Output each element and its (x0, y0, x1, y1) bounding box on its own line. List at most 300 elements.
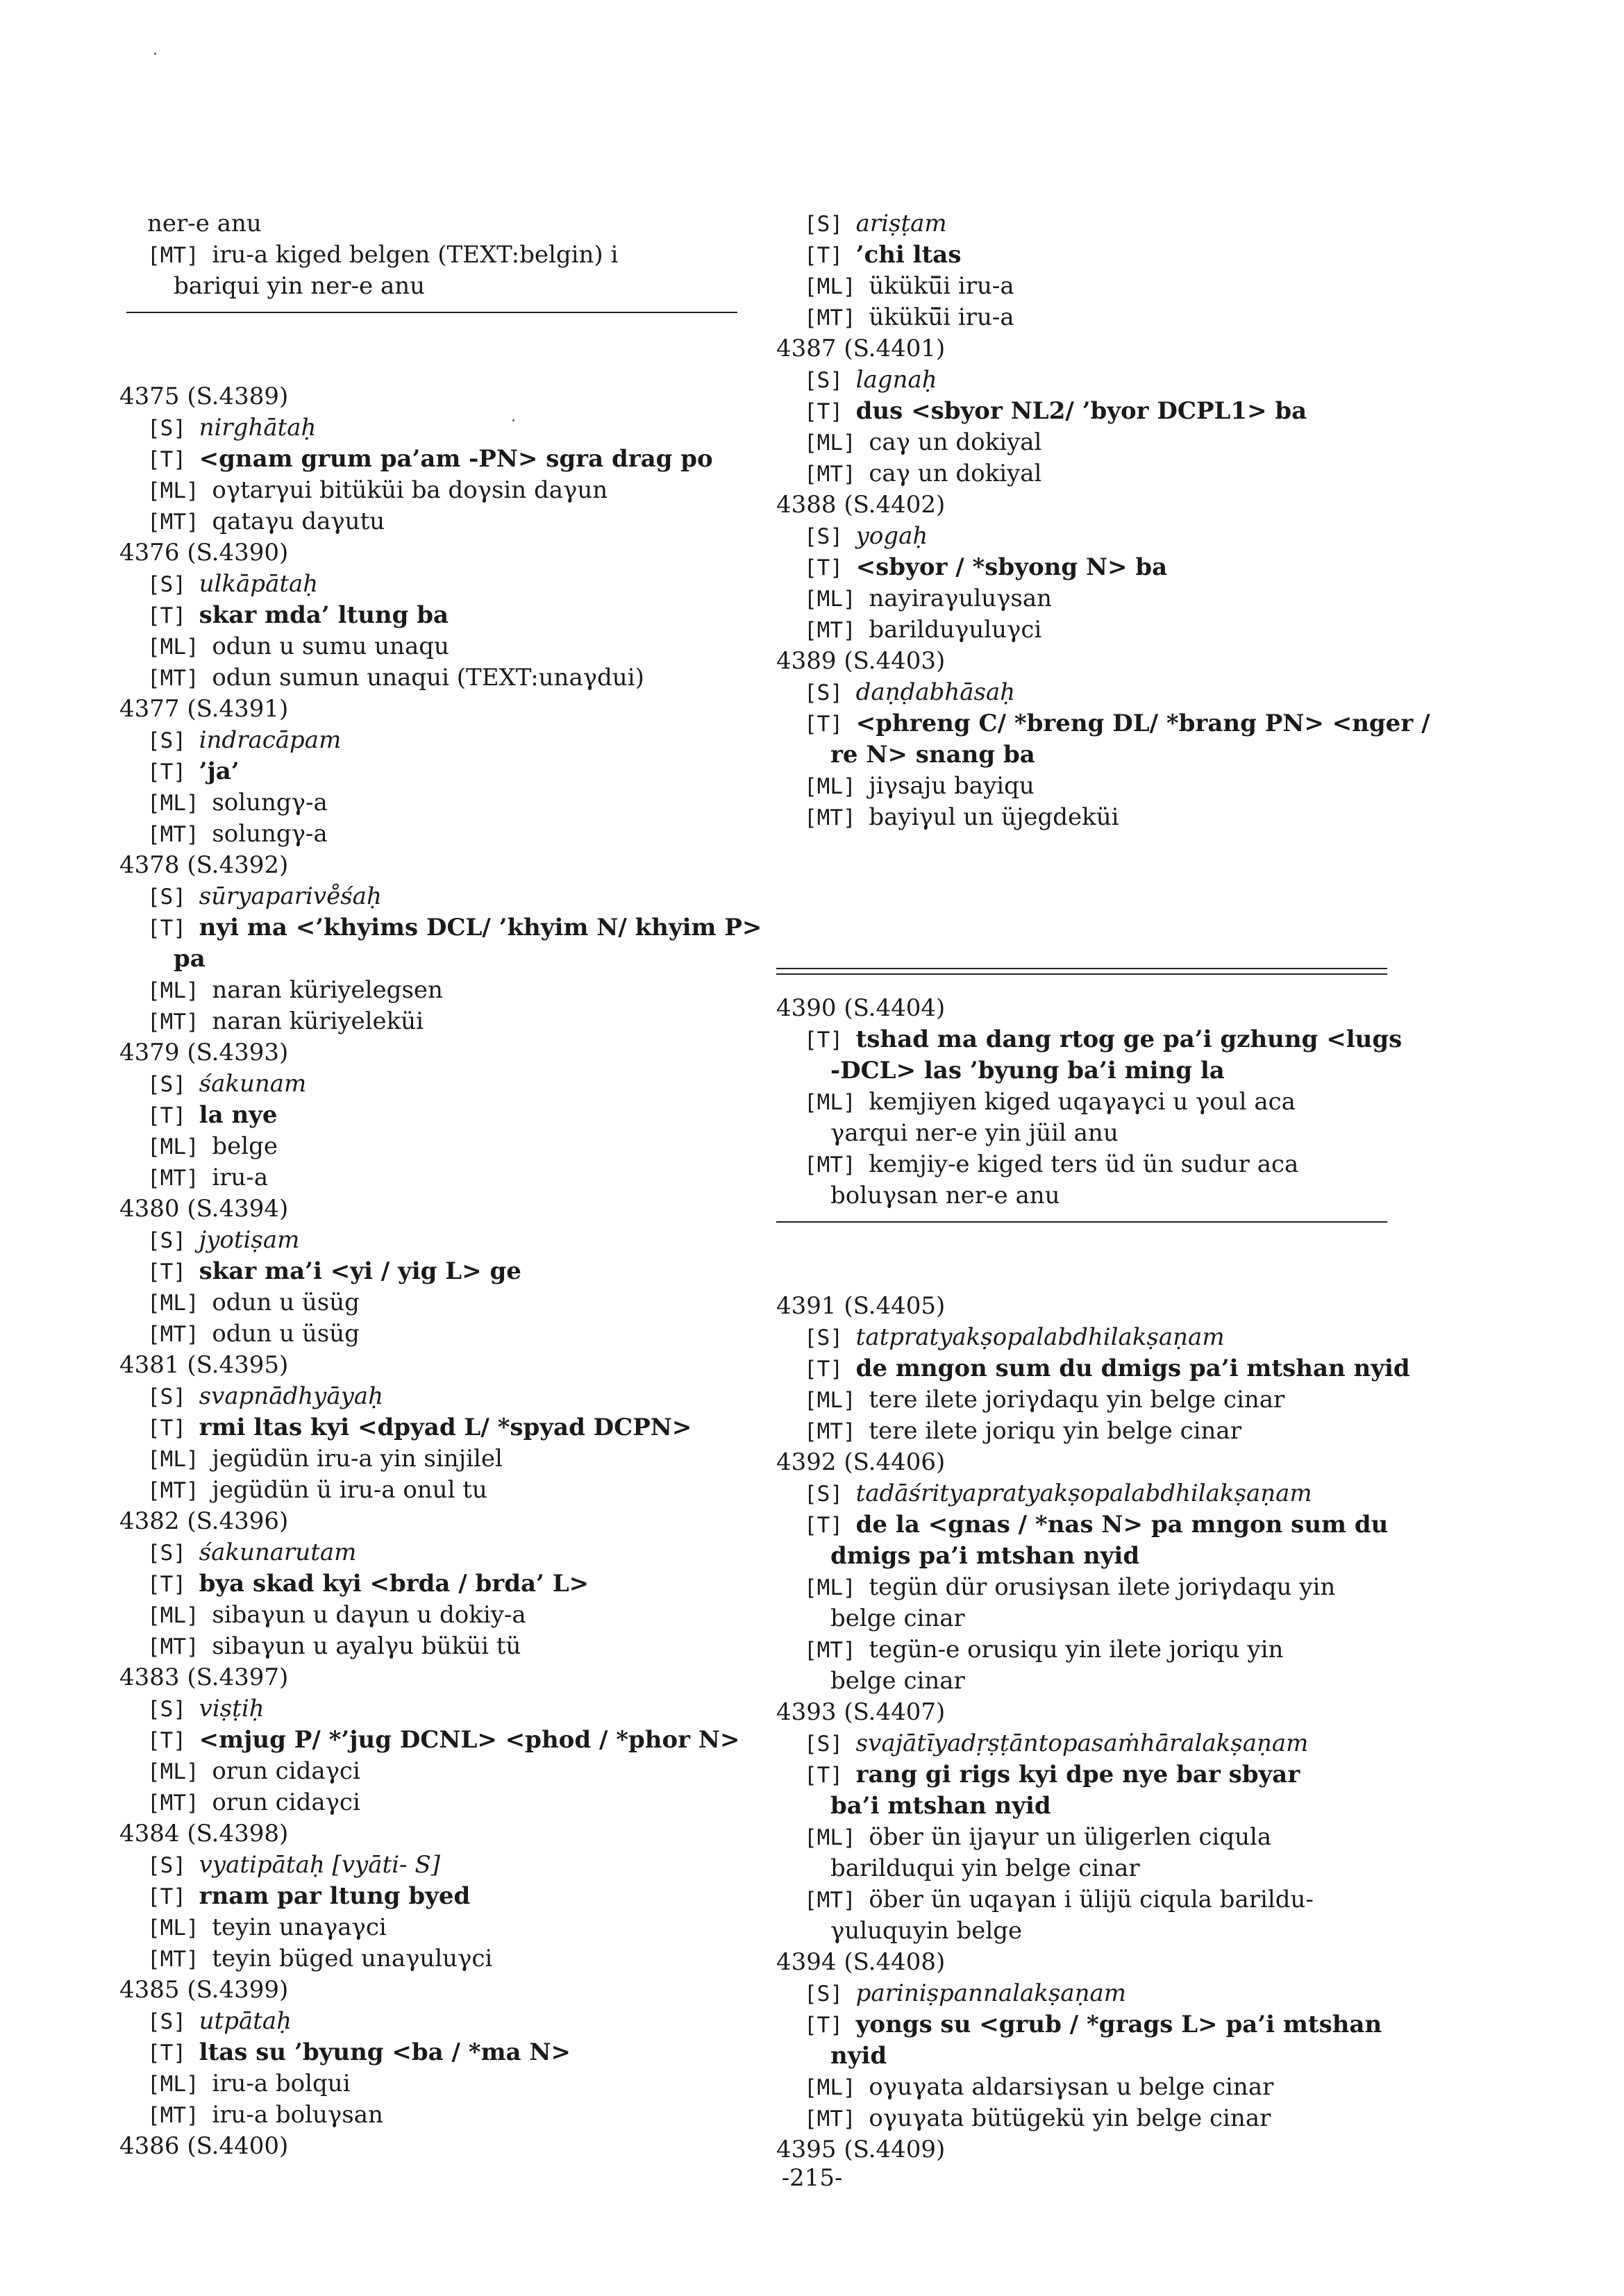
entry-line (776, 739, 1401, 770)
entry-line (119, 1225, 730, 1255)
entry-line (119, 2068, 730, 2099)
entry-line (119, 444, 730, 474)
sanskrit-term: ulkāpātaḥ (199, 570, 319, 598)
language-tag: [S] (147, 1541, 199, 1566)
language-tag: [S] (804, 212, 856, 237)
sanskrit-term: viṣṭiḥ (199, 1695, 265, 1723)
language-tag: [MT] (147, 666, 212, 691)
language-tag: [ML] (147, 478, 212, 503)
gloss-text: iru-a bolqui (212, 2070, 351, 2097)
entry-line (776, 614, 1401, 645)
entry-line (776, 708, 1430, 739)
language-tag: [ML] (147, 1134, 212, 1159)
gloss-text: naran küriyeleküi (212, 1007, 424, 1035)
gloss-text: belge cinar (830, 1667, 965, 1695)
language-tag: [MT] (804, 805, 869, 830)
language-tag: [MT] (804, 618, 869, 643)
entry-line (119, 881, 730, 912)
tibetan-term: bya skad kyi <brda / brda’ L> (199, 1570, 589, 1598)
gloss-text: 4387 (S.4401) (776, 335, 946, 362)
tibetan-term: <sbyor / *sbyong N> ba (855, 553, 1168, 581)
gloss-text: 4390 (S.4404) (776, 994, 946, 1022)
entry-line (776, 1478, 1401, 1509)
gloss-text: 4381 (S.4395) (119, 1351, 289, 1379)
entry-number (119, 1818, 730, 1849)
language-tag: [ML] (147, 635, 212, 660)
language-tag: [T] (147, 1728, 199, 1753)
language-tag: [MT] (147, 510, 212, 535)
entry-line (776, 1416, 1401, 1446)
gloss-text: 4393 (S.4407) (776, 1698, 946, 1726)
gloss-text: 4383 (S.4397) (119, 1664, 289, 1691)
tibetan-term: rang gi rigs kyi dpe nye bar sbyar (855, 1761, 1300, 1788)
gloss-text: kemjiyen kiged uqaγaγci u γoul aca (869, 1088, 1296, 1116)
entry-line (776, 1759, 1401, 1790)
language-tag: [MT] (147, 1478, 212, 1503)
entry-line (776, 1572, 1401, 1602)
tibetan-term: re N> snang ba (830, 741, 1035, 769)
language-tag: [ML] (804, 1575, 869, 1600)
language-tag: [ML] (147, 1447, 212, 1472)
language-tag: [ML] (147, 2072, 212, 2097)
language-tag: [ML] (804, 1090, 869, 1115)
entry-line (119, 569, 730, 599)
language-tag: [T] (147, 603, 199, 628)
language-tag: [ML] (804, 2075, 869, 2100)
gloss-text: 4379 (S.4393) (119, 1039, 289, 1066)
language-tag: [S] (804, 1325, 856, 1350)
entry-line (119, 1537, 730, 1568)
language-tag: [S] (804, 1482, 856, 1507)
gloss-text: 4384 (S.4398) (119, 1820, 289, 1847)
gloss-text: γuluquyin belge (830, 1917, 1023, 1945)
entry-line (119, 631, 730, 662)
tibetan-term: skar mda’ ltung ba (199, 601, 449, 629)
language-tag: [T] (804, 1513, 856, 1538)
entry-line (776, 240, 1401, 270)
gloss-text: orun cidaγci (212, 1757, 360, 1785)
entry-line (776, 396, 1401, 426)
entry-line (776, 2009, 1401, 2040)
entry-number (119, 1037, 730, 1068)
entry-line (776, 1149, 1401, 1180)
entry-line (776, 427, 1401, 458)
tibetan-term: pa (174, 945, 206, 973)
language-tag: [T] (804, 1763, 856, 1788)
entry-number (776, 993, 1401, 1023)
entry-number (776, 1447, 1401, 1477)
language-tag: [S] (147, 1072, 199, 1097)
tibetan-term: yongs su <grub / *grags L> pa’i mtshan (855, 2011, 1382, 2038)
gloss-text: orun cidaγci (212, 1788, 360, 1816)
entry-line (119, 975, 730, 1005)
entry-number (119, 850, 730, 880)
entry-line (119, 1412, 730, 1443)
entry-line (776, 1384, 1401, 1415)
gloss-text: ner-e anu (147, 210, 262, 237)
entry-line (119, 1600, 730, 1630)
entry-line (119, 412, 730, 443)
gloss-text: jegüdün iru-a yin sinjilel (212, 1445, 503, 1473)
gloss-text: belge cinar (830, 1604, 965, 1632)
sanskrit-term: tatpratyakṣopalabdhilakṣaṇam (855, 1323, 1225, 1351)
language-tag: [MT] (147, 1791, 212, 1816)
language-tag: [T] (147, 2041, 199, 2065)
gloss-text: iru-a kiged belgen (TEXT:belgin) i (212, 241, 619, 269)
entry-line (776, 2041, 1401, 2071)
gloss-text: ükükü̈i iru-a (869, 272, 1014, 300)
entry-number (119, 1975, 730, 2005)
entry-number (119, 1350, 730, 1380)
entry-line (776, 1024, 1401, 1055)
tibetan-term: ’ja’ (199, 757, 240, 785)
language-tag: [S] (147, 1853, 199, 1878)
tibetan-term: de la <gnas / *nas N> pa mngon sum du (855, 1511, 1389, 1539)
entry-line (776, 1118, 1401, 1148)
language-tag: [ML] (147, 1759, 212, 1784)
tibetan-term: nyid (830, 2042, 887, 2070)
language-tag: [T] (804, 712, 856, 737)
language-tag: [MT] (147, 1009, 212, 1034)
language-tag: [S] (147, 2009, 199, 2034)
language-tag: [T] (804, 243, 856, 268)
entry-line (776, 802, 1401, 832)
gloss-text: teyin büged unaγuluγci (212, 1945, 493, 1972)
gloss-text: 4382 (S.4396) (119, 1507, 289, 1535)
gloss-text: 4376 (S.4390) (119, 539, 289, 567)
entry-line (776, 1541, 1401, 1571)
gloss-text: solungγ-a (212, 789, 328, 816)
entry-number (119, 2131, 730, 2161)
entry-line (119, 271, 730, 301)
entry-line (119, 208, 730, 239)
entry-line (119, 756, 730, 787)
sanskrit-term: yogaḥ (855, 522, 928, 550)
gloss-text: iru-a (212, 1164, 269, 1191)
entry-line (119, 1568, 730, 1599)
language-tag: [MT] (147, 243, 212, 268)
language-tag: [MT] (147, 1322, 212, 1347)
gloss-text: odun u üsüg (212, 1289, 360, 1316)
entry-line (119, 1881, 730, 1911)
entry-line (119, 1943, 730, 1974)
language-tag: [MT] (804, 1419, 869, 1444)
entry-line (776, 1353, 1410, 1384)
entry-line (119, 1100, 730, 1130)
language-tag: [S] (804, 524, 856, 549)
gloss-text: 4395 (S.4409) (776, 2136, 946, 2163)
gloss-text: barilduγuluγci (869, 616, 1042, 644)
gloss-text: bayiγul un üjegdeküi (869, 803, 1119, 831)
sanskrit-term: lagnaḥ (855, 366, 937, 394)
tibetan-term: -DCL> las ’byung ba’i ming la (830, 1057, 1225, 1084)
language-tag: [MT] (147, 1634, 212, 1659)
language-tag: [T] (804, 1028, 856, 1053)
gloss-text: tere ilete joriγdaqu yin belge cinar (869, 1386, 1285, 1414)
entry-number (776, 333, 1401, 364)
entry-line (119, 1912, 730, 1943)
tibetan-term: dmigs pa’i mtshan nyid (830, 1542, 1140, 1570)
entry-line (119, 1162, 730, 1193)
gloss-text: bariqui yin ner-e anu (174, 272, 426, 300)
entry-line (776, 2103, 1401, 2134)
language-tag: [T] (804, 2013, 856, 2038)
language-tag: [ML] (147, 1916, 212, 1941)
gloss-text: odun sumun unaqui (TEXT:unaγdui) (212, 664, 644, 692)
entry-line (119, 912, 762, 943)
tibetan-term: skar ma’i <yi / yig L> ge (199, 1257, 521, 1285)
entry-line (776, 1087, 1401, 1117)
language-tag: [S] (804, 680, 856, 705)
entry-number (119, 537, 730, 568)
language-tag: [MT] (804, 2106, 869, 2131)
entry-line (119, 1693, 730, 1724)
entry-number (119, 694, 730, 724)
language-tag: [ML] (804, 430, 869, 455)
sanskrit-term: jyotiṣam (199, 1226, 300, 1254)
gloss-text: odun u sumu unaqu (212, 632, 449, 660)
language-tag: [ML] (804, 1825, 869, 1850)
entry-line (776, 208, 1401, 239)
language-tag: [MT] (804, 462, 869, 487)
language-tag: [S] (804, 1981, 856, 2006)
entry-number (776, 489, 1401, 520)
sanskrit-term: ariṣṭam (855, 210, 947, 237)
entry-line (776, 2072, 1401, 2102)
entry-line (119, 1443, 730, 1474)
entry-line (776, 458, 1401, 489)
sanskrit-term: śakunarutam (199, 1539, 357, 1566)
tibetan-term: ba’i mtshan nyid (830, 1792, 1051, 1820)
entry-line (776, 1603, 1401, 1634)
entry-line (119, 2037, 730, 2068)
entry-number (119, 1506, 730, 1536)
gloss-text: ογtarγui bitüküi ba doγsin daγun (212, 476, 608, 504)
entry-line (119, 819, 730, 849)
gloss-text: jiγsaju bayiqu (869, 772, 1035, 800)
gloss-text: 4389 (S.4403) (776, 647, 946, 675)
language-tag: [ML] (804, 774, 869, 799)
language-tag: [ML] (147, 1603, 212, 1628)
gloss-text: öber ün ijaγur un üligerlen ciqula (869, 1823, 1272, 1851)
entry-line (119, 1725, 740, 1755)
entry-line (119, 240, 730, 270)
entry-number (776, 2134, 1401, 2165)
print-speck (154, 53, 156, 55)
gloss-text: 4391 (S.4405) (776, 1292, 946, 1320)
entry-line (119, 1850, 730, 1880)
entry-line (119, 787, 730, 818)
gloss-text: 4394 (S.4408) (776, 1948, 946, 1976)
language-tag: [T] (147, 1572, 199, 1597)
language-tag: [S] (147, 1228, 199, 1253)
entry-number (776, 1947, 1401, 1977)
gloss-text: teyin unaγaγci (212, 1913, 387, 1941)
entry-line (119, 1287, 730, 1318)
gloss-text: 4388 (S.4402) (776, 491, 946, 519)
sanskrit-term: nirghātaḥ (199, 414, 317, 442)
tibetan-term: de mngon sum du dmigs pa’i mtshan nyid (855, 1355, 1410, 1382)
entry-line (119, 1787, 730, 1818)
language-tag: [MT] (804, 305, 869, 330)
entry-line (776, 1853, 1401, 1884)
entry-line (119, 1069, 730, 1099)
entry-line (776, 677, 1401, 707)
language-tag: [S] (804, 1732, 856, 1757)
gloss-text: belge (212, 1132, 278, 1160)
gloss-text: tegün-e orusiqu yin ilete joriqu yin (869, 1636, 1284, 1664)
entry-line (776, 771, 1401, 801)
language-tag: [MT] (804, 1638, 869, 1663)
entry-line (119, 725, 730, 755)
gloss-text: sibaγun u ayalγu büküi tü (212, 1632, 521, 1660)
entry-number (119, 1662, 730, 1693)
language-tag: [T] (147, 1103, 199, 1128)
print-speck (512, 419, 514, 421)
entry-line (119, 1256, 730, 1287)
gloss-text: sibaγun u daγun u dokiy-a (212, 1601, 526, 1629)
language-tag: [ML] (147, 978, 212, 1003)
sanskrit-term: daṇḍabhāsaḥ (855, 678, 1016, 706)
entry-line (776, 583, 1401, 614)
language-tag: [T] (147, 1259, 199, 1284)
entry-line (119, 1475, 730, 1505)
sanskrit-term: sūryaparive̊śaḥ (199, 882, 382, 910)
entry-line (119, 2100, 730, 2130)
language-tag: [T] (804, 1357, 856, 1382)
tibetan-term: <mjug P/ *’jug DCNL> <phod / *phor N> (199, 1726, 740, 1754)
tibetan-term: <gnam grum pa’am -PN> sgra drag po (199, 445, 713, 473)
sanskrit-term: pariniṣpannalakṣaṇam (855, 1979, 1127, 2007)
language-tag: [S] (804, 368, 856, 393)
gloss-text: caγ un dokiyal (869, 460, 1042, 487)
language-tag: [S] (147, 728, 199, 753)
entry-line (776, 364, 1401, 395)
tibetan-term: dus <sbyor NL2/ ’byor DCPL1> ba (855, 397, 1307, 425)
entry-line (776, 552, 1401, 583)
section-divider (776, 968, 1387, 969)
entry-line (119, 1318, 730, 1349)
gloss-text: γarqui ner-e yin jüil anu (830, 1119, 1119, 1147)
entry-line (776, 1666, 1401, 1696)
tibetan-term: rmi ltas kyi <dpyad L/ *spyad DCPN> (199, 1414, 692, 1441)
language-tag: [MT] (147, 1166, 212, 1191)
gloss-text: 4378 (S.4392) (119, 851, 289, 879)
gloss-text: barilduqui yin belge cinar (830, 1854, 1140, 1882)
tibetan-term: <phreng C/ *breng DL/ *brang PN> <nger / (855, 710, 1430, 737)
sanskrit-term: utpātaḥ (199, 2007, 292, 2035)
language-tag: [MT] (804, 1888, 869, 1913)
entry-line (776, 1509, 1401, 1540)
language-tag: [T] (804, 399, 856, 424)
gloss-text: solungγ-a (212, 820, 328, 848)
language-tag: [T] (147, 1416, 199, 1441)
entry-line (119, 1631, 730, 1661)
entry-line (776, 1055, 1401, 1086)
entry-line (119, 506, 730, 537)
gloss-text: boluγsan ner-e anu (830, 1182, 1060, 1209)
language-tag: [ML] (804, 274, 869, 299)
entry-line (776, 1916, 1401, 1946)
entry-line (119, 2006, 730, 2036)
entry-number (119, 381, 730, 412)
entry-line (776, 1822, 1401, 1852)
language-tag: [S] (147, 572, 199, 597)
tibetan-term: ltas su ’byung <ba / *ma N> (199, 2038, 571, 2066)
gloss-text: tere ilete joriqu yin belge cinar (869, 1417, 1241, 1445)
gloss-text: 4375 (S.4389) (119, 383, 289, 410)
sanskrit-term: śakunam (199, 1070, 307, 1098)
gloss-text: naran küriyelegsen (212, 976, 443, 1004)
entry-line (776, 1634, 1401, 1665)
gloss-text: 4392 (S.4406) (776, 1448, 946, 1476)
entry-line (776, 1322, 1401, 1352)
language-tag: [S] (147, 1384, 199, 1409)
entry-line (119, 662, 730, 693)
entry-line (119, 600, 730, 630)
page-number: -215- (781, 2164, 843, 2192)
entry-line (776, 1884, 1401, 1915)
language-tag: [ML] (147, 1291, 212, 1316)
sanskrit-term: svajātīyadṛṣṭāntopasaṁhāralakṣaṇam (855, 1729, 1309, 1757)
sanskrit-term: indracāpam (199, 726, 342, 754)
entry-line (776, 1728, 1401, 1759)
language-tag: [T] (147, 760, 199, 785)
gloss-text: 4386 (S.4400) (119, 2132, 289, 2160)
entry-line (776, 271, 1401, 301)
gloss-text: jegüdün ü iru-a onul tu (212, 1476, 487, 1504)
language-tag: [T] (147, 1884, 199, 1909)
entry-line (776, 1978, 1401, 2009)
gloss-text: 4380 (S.4394) (119, 1195, 289, 1223)
language-tag: [T] (804, 555, 856, 580)
language-tag: [ML] (804, 587, 869, 612)
sanskrit-term: vyatipātaḥ [vyāti- S] (199, 1851, 440, 1879)
entry-line (119, 475, 730, 505)
entry-number (119, 1193, 730, 1224)
gloss-text: caγ un dokiyal (869, 428, 1042, 456)
entry-number (776, 1291, 1401, 1321)
entry-line (119, 1006, 730, 1037)
language-tag: [MT] (147, 1947, 212, 1972)
language-tag: [S] (147, 1697, 199, 1722)
tibetan-term: rnam par ltung byed (199, 1882, 471, 1910)
tibetan-term: la nye (199, 1101, 278, 1129)
section-divider (776, 973, 1387, 975)
language-tag: [MT] (147, 822, 212, 847)
sanskrit-term: tadāśrityapratyakṣopalabdhilakṣaṇam (855, 1480, 1312, 1507)
language-tag: [S] (147, 885, 199, 910)
entry-line (776, 1180, 1401, 1211)
gloss-text: tegün dür orusiγsan ilete joriγdaqu yin (869, 1573, 1336, 1601)
gloss-text: ükükü̈i iru-a (869, 303, 1014, 331)
entry-line (776, 521, 1401, 551)
gloss-text: kemjiy-e kiged ters üd ün sudur aca (869, 1150, 1299, 1178)
language-tag: [MT] (147, 2103, 212, 2128)
entry-line (776, 1791, 1401, 1821)
section-divider (776, 1221, 1387, 1223)
entry-number (776, 1697, 1401, 1727)
language-tag: [MT] (804, 1153, 869, 1178)
tibetan-term: tshad ma dang rtog ge pa’i gzhung <lugs (855, 1025, 1403, 1053)
entry-line (119, 1381, 730, 1411)
entry-line (119, 1756, 730, 1786)
section-divider (126, 312, 737, 313)
language-tag: [ML] (147, 791, 212, 816)
gloss-text: oγuγata aldarsiγsan u belge cinar (869, 2073, 1274, 2101)
language-tag: [S] (147, 416, 199, 441)
tibetan-term: nyi ma <’khyims DCL/ ’khyim N/ khyim P> (199, 914, 762, 941)
